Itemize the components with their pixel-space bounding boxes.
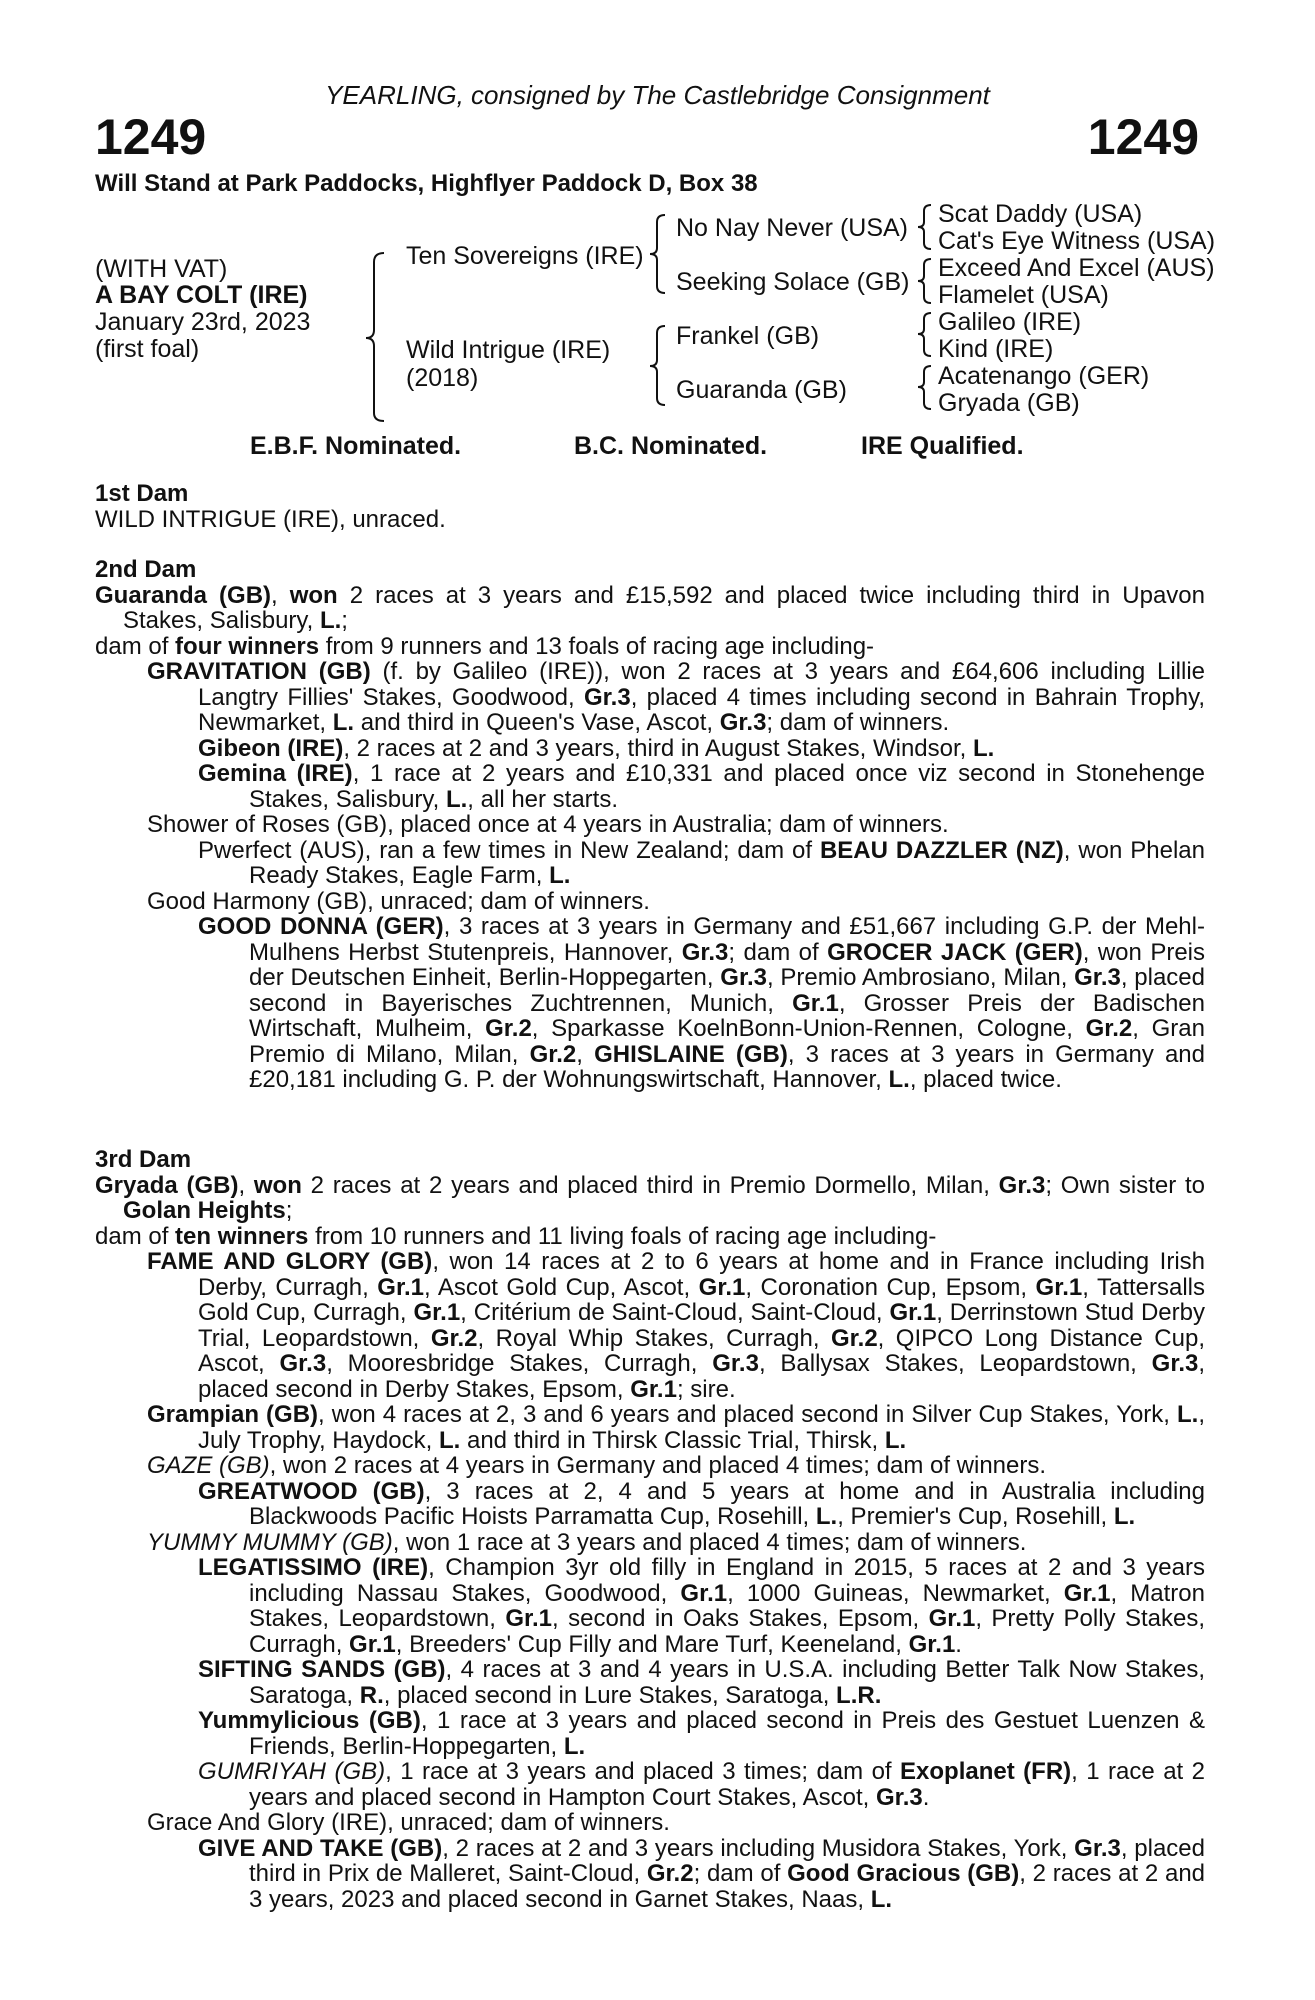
pedigree-ggs-3: Exceed And Excel (AUS) (938, 254, 1215, 282)
entry-gibeon: Gibeon (IRE), 2 races at 2 and 3 years, third in August Stakes, Windsor, L. (198, 734, 995, 762)
lot-number-right: 1249 (1087, 109, 1199, 165)
first-dam-section (95, 481, 1205, 532)
second-dam-section (95, 557, 1205, 1093)
first-dam-text: WILD INTRIGUE (IRE), unraced. (95, 505, 446, 533)
third-dam-section (95, 1147, 1205, 1912)
pedigree-dam: Wild Intrigue (IRE) (406, 336, 611, 364)
entry-grampian: Grampian (GB), won 4 races at 2, 3 and 6 years and placed second in Silver Cup Stakes, York, L., July Trophy, Haydock, L. and third in Thirsk Classic Trial, Thirsk, L. (147, 1401, 1205, 1454)
pedigree-ggs-5: Galileo (IRE) (938, 308, 1082, 336)
pedigree-ggs-6: Kind (IRE) (938, 335, 1054, 363)
ire-qualification: IRE Qualified. (861, 432, 1024, 460)
pedigree-dam-sire: Frankel (GB) (676, 322, 820, 350)
entry-good-donna: GOOD DONNA (GER), 3 races at 3 years in Germany and £51,667 including G.P. der Mehl-Mulhens Herbst Stutenpreis, Hannover, Gr.3; dam of GROCER JACK (GER), won Preis der Deutschen Einheit, Berlin-Hoppegarten, Gr.3, Premio Ambrosiano, Milan, Gr.3, placed second in Bayerisches Zuchtrennen, Munich, Gr.1, Grosser Preis der Badischen Wirtschaft, Mulheim, Gr.2, Sparkasse KoelnBonn-Union-Rennen, Cologne, Gr.2, Gran Premio di Milano, Milan, Gr.2, GHISLAINE (GB), 3 races at 3 years in Germany and £20,181 including G. P. der Wohnungswirtschaft, Hannover, L., placed twice. (198, 913, 1206, 1093)
entry-guaranda: Guaranda (GB), won 2 races at 3 years and £15,592 and placed twice including third in Upavon Stakes, Salisbury, L.; (95, 581, 1205, 634)
pedigree-ggs-8: Gryada (GB) (938, 389, 1080, 417)
ebf-nomination: E.B.F. Nominated. (250, 432, 462, 460)
entry-greatwood: GREATWOOD (GB), 3 races at 2, 4 and 5 years at home and in Australia including Blackwoods Pacific Hoists Parramatta Cup, Rosehill, L., Premier's Cup, Rosehill, L. (198, 1477, 1205, 1530)
pedigree-ggs-7: Acatenango (GER) (938, 362, 1150, 390)
vat-note: (WITH VAT) (95, 255, 228, 283)
lot-title: A BAY COLT (IRE) (95, 281, 308, 309)
third-dam-heading: 3rd Dam (95, 1146, 192, 1173)
pedigree-ggs-2: Cat's Eye Witness (USA) (938, 227, 1216, 255)
entry-gemina: Gemina (IRE), 1 race at 2 years and £10,331 and placed once viz second in Stonehenge Stakes, Salisbury, L., all her starts. (198, 760, 1205, 813)
pedigree-sire-dam: Seeking Solace (GB) (676, 268, 910, 296)
lot-number-left: 1249 (95, 109, 207, 165)
pedigree-ggs-4: Flamelet (USA) (938, 281, 1109, 309)
pedigree-sire-sire: No Nay Never (USA) (676, 214, 908, 242)
consignment-line: YEARLING, consigned by The Castlebridge Consignment (325, 80, 990, 110)
entry-gravitation: GRAVITATION (GB) (f. by Galileo (IRE)), won 2 races at 3 years and £64,606 including Lillie Langtry Fillies' Stakes, Goodwood, Gr.3, placed 4 times including second in Bahrain Trophy, Newmarket, L. and third in Queen's Vase, Ascot, Gr.3; dam of winners. (147, 658, 1205, 736)
entry-fame-and-glory: FAME AND GLORY (GB), won 14 races at 2 to 6 years at home and in France including Irish Derby, Curragh, Gr.1, Ascot Gold Cup, Ascot, Gr.1, Coronation Cup, Epsom, Gr.1, Tattersalls Gold Cup, Curragh, Gr.1, Critérium de Saint-Cloud, Saint-Cloud, Gr.1, Derrinstown Stud Derby Trial, Leopardstown, Gr.2, Royal Whip Stakes, Curragh, Gr.2, QIPCO Long Distance Cup, Ascot, Gr.3, Mooresbridge Stakes, Curragh, Gr.3, Ballysax Stakes, Leopardstown, Gr.3, placed second in Derby Stakes, Epsom, Gr.1; sire. (147, 1248, 1206, 1403)
entry-pwerfect: Pwerfect (AUS), ran a few times in New Zealand; dam of BEAU DAZZLER (NZ), won Phelan Ready Stakes, Eagle Farm, L. (198, 836, 1205, 889)
entry-gryada: Gryada (GB), won 2 races at 2 years and placed third in Premio Dormello, Milan, Gr.3; Own sister to Golan Heights; (95, 1171, 1205, 1224)
first-dam-heading: 1st Dam (95, 480, 189, 507)
foal-note: (first foal) (95, 335, 200, 363)
entry-sifting-sands: SIFTING SANDS (GB), 4 races at 3 and 4 years in U.S.A. including Better Talk Now Stakes, Saratoga, R., placed second in Lure Stakes, Saratoga, L.R. (198, 1656, 1205, 1709)
produce-summary: dam of ten winners from 10 runners and 11 living foals of racing age including- (95, 1222, 937, 1250)
pedigree-dam-year: (2018) (406, 364, 479, 392)
entry-yummy-mummy: YUMMY MUMMY (GB), won 1 race at 3 years and placed 4 times; dam of winners. (147, 1528, 1027, 1556)
entry-good-harmony: Good Harmony (GB), unraced; dam of winners. (147, 887, 650, 915)
pedigree-sire: Ten Sovereigns (IRE) (406, 242, 644, 270)
second-dam-heading: 2nd Dam (95, 556, 197, 583)
produce-summary: dam of four winners from 9 runners and 13 foals of racing age including- (95, 632, 875, 660)
entry-gumriyah: GUMRIYAH (GB), 1 race at 3 years and placed 3 times; dam of Exoplanet (FR), 1 race at 2 years and placed second in Hampton Court Stakes, Ascot, Gr.3. (198, 1758, 1205, 1811)
entry-grace-and-glory: Grace And Glory (IRE), unraced; dam of winners. (147, 1809, 670, 1836)
pedigree-ggs-1: Scat Daddy (USA) (938, 200, 1143, 228)
entry-yummylicious: Yummylicious (GB), 1 race at 3 years and placed second in Preis des Gestuet Luenzen & Friends, Berlin-Hoppegarten, L. (198, 1707, 1205, 1760)
entry-give-and-take: GIVE AND TAKE (GB), 2 races at 2 and 3 years including Musidora Stakes, York, Gr.3, placed third in Prix de Malleret, Saint-Cloud, Gr.2; dam of Good Gracious (GB), 2 races at 2 and 3 years, 2023 and placed second in Garnet Stakes, Naas, L. (198, 1834, 1206, 1913)
foaling-date: January 23rd, 2023 (95, 308, 311, 336)
entry-gaze: GAZE (GB), won 2 races at 4 years in Germany and placed 4 times; dam of winners. (147, 1452, 1047, 1479)
bc-nomination: B.C. Nominated. (574, 432, 768, 460)
entry-shower-of-roses: Shower of Roses (GB), placed once at 4 years in Australia; dam of winners. (147, 811, 949, 838)
pedigree-dam-dam: Guaranda (GB) (676, 376, 847, 404)
entry-legatissimo: LEGATISSIMO (IRE), Champion 3yr old filly in England in 2015, 5 races at 2 and 3 years including Nassau Stakes, Goodwood, Gr.1, 1000 Guineas, Newmarket, Gr.1, Matron Stakes, Leopardstown, Gr.1, second in Oaks Stakes, Epsom, Gr.1, Pretty Polly Stakes, Curragh, Gr.1, Breeders' Cup Filly and Mare Turf, Keeneland, Gr.1. (198, 1554, 1205, 1658)
stable-location: Will Stand at Park Paddocks, Highflyer Paddock D, Box 38 (95, 170, 758, 197)
